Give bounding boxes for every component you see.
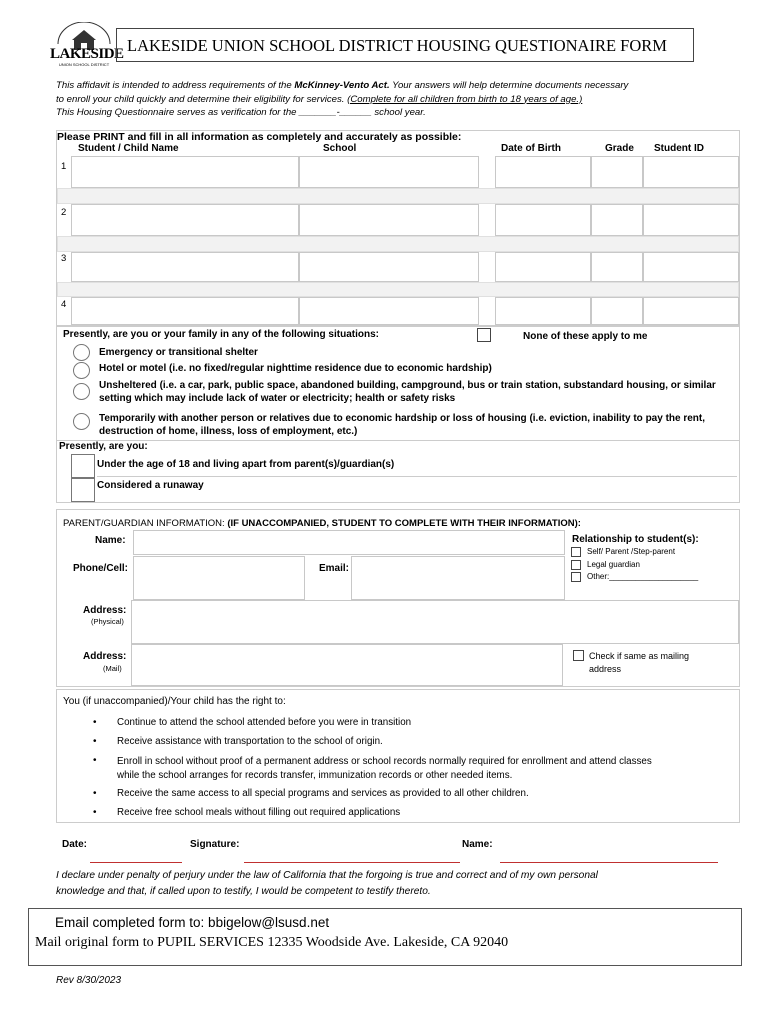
right-text: Receive free school meals without filling out required applications — [117, 807, 401, 818]
date-line[interactable] — [90, 862, 182, 863]
student-name-field-1[interactable] — [71, 156, 299, 188]
intro-line1-suffix: Your answers will help determine documents necessary — [389, 80, 629, 91]
physical-address-label: Address: — [83, 605, 127, 616]
col-school: School — [323, 143, 357, 154]
school-field-4[interactable] — [299, 297, 479, 325]
under-18-line — [97, 476, 737, 477]
student-name-field-4[interactable] — [71, 297, 299, 325]
situations-section — [56, 326, 740, 441]
col-student-id: Student ID — [654, 143, 704, 154]
district-logo — [50, 22, 124, 70]
col-student-name: Student / Child Name — [78, 143, 179, 154]
intro-age-note: (Complete for all children from birth to 18 years of age.) — [347, 93, 583, 105]
contact-mail-line: Mail original form to PUPIL SERVICES 12335 Woodside Ave. Lakeside, CA 92040 — [35, 935, 509, 950]
situation-text: Emergency or transitional shelter — [99, 347, 258, 358]
same-as-mailing-label — [589, 650, 689, 676]
situation-radio-1[interactable] — [73, 344, 90, 361]
same-as-mailing-text: address — [589, 664, 622, 674]
intro-act-name: McKinney-Vento Act. — [294, 80, 390, 91]
bullet-icon: • — [93, 717, 97, 728]
none-apply-checkbox[interactable] — [477, 328, 491, 342]
mailing-address-label: Address: — [83, 651, 127, 662]
right-text: Continue to attend the school attended before you were in transition — [117, 717, 412, 728]
intro-line1-prefix: This affidavit is intended to address requirements of the — [56, 80, 295, 91]
right-text: Receive the same access to all special programs and services as provided to all other children. — [117, 788, 529, 799]
signature-line[interactable] — [244, 862, 460, 863]
row-number: 4 — [61, 299, 67, 310]
right-text: Receive assistance with transportation to the school of origin. — [117, 736, 383, 747]
under-18-label: Under the age of 18 and living apart from parent(s)/guardian(s) — [97, 459, 395, 470]
right-item-1 — [117, 717, 411, 728]
logo-sub-text: UNION SCHOOL DISTRICT — [58, 62, 110, 67]
col-grade: Grade — [605, 143, 634, 154]
sign-name-label: Name: — [462, 839, 493, 850]
bullet-icon: • — [93, 807, 97, 818]
relationship-other-checkbox[interactable] — [571, 572, 581, 582]
guardian-name-label: Name: — [95, 535, 126, 546]
situation-option-4 — [99, 412, 705, 438]
same-as-mailing-text: Check if same as mailing — [589, 651, 690, 661]
contact-box — [28, 908, 742, 966]
bullet-icon: • — [93, 736, 97, 747]
situation-option-1 — [99, 347, 258, 358]
guardian-section — [56, 509, 740, 687]
form-title-box — [116, 28, 694, 62]
student-id-field-3[interactable] — [643, 252, 739, 282]
none-apply-label: None of these apply to me — [523, 331, 648, 342]
school-field-2[interactable] — [299, 204, 479, 236]
declaration — [56, 868, 598, 900]
student-id-field-4[interactable] — [643, 297, 739, 325]
right-text: while the school arranges for records transfer, immunization records or other needed items. — [117, 770, 513, 781]
phone-field[interactable] — [133, 556, 305, 600]
row-number: 2 — [61, 207, 67, 218]
declaration-text: knowledge and that, if called upon to testify, I would be competent to testify thereto. — [56, 886, 431, 897]
guardian-name-field[interactable] — [133, 530, 565, 555]
dob-field-4[interactable] — [495, 297, 591, 325]
intro-line2-prefix: to enroll your child quickly and determine their eligibility for services. — [56, 93, 348, 105]
runaway-label: Considered a runaway — [97, 480, 204, 491]
bullet-icon: • — [93, 788, 97, 799]
dob-field-2[interactable] — [495, 204, 591, 236]
contact-email-line: Email completed form to: bbigelow@lsusd.net — [55, 915, 330, 930]
bullet-icon: • — [93, 755, 97, 766]
relationship-other-label: Other:____________________ — [587, 572, 699, 581]
student-table — [56, 130, 740, 326]
form-title: LAKESIDE UNION SCHOOL DISTRICT HOUSING QUESTIONAIRE FORM — [127, 36, 667, 55]
student-id-field-1[interactable] — [643, 156, 739, 188]
student-name-field-3[interactable] — [71, 252, 299, 282]
row-divider — [57, 236, 739, 252]
runaway-checkbox[interactable] — [71, 478, 95, 502]
under-18-checkbox[interactable] — [71, 454, 95, 478]
grade-field-1[interactable] — [591, 156, 643, 188]
email-field[interactable] — [351, 556, 565, 600]
situation-text: destruction of home, illness, loss of employment, etc.) — [99, 426, 358, 437]
row-number: 1 — [61, 161, 67, 172]
situation-radio-3[interactable] — [73, 383, 90, 400]
date-label: Date: — [62, 839, 88, 850]
grade-field-3[interactable] — [591, 252, 643, 282]
student-id-field-2[interactable] — [643, 204, 739, 236]
physical-address-field[interactable] — [131, 600, 739, 644]
right-item-2 — [117, 736, 383, 747]
guardian-heading-note: (IF UNACCOMPANIED, STUDENT TO COMPLETE WITH THEIR INFORMATION): — [227, 518, 581, 529]
row-number: 3 — [61, 253, 67, 264]
rights-heading: You (if unaccompanied)/Your child has the right to: — [63, 696, 286, 707]
situation-text: Hotel or motel (i.e. no fixed/regular nighttime residence due to economic hardship) — [99, 363, 492, 374]
intro-school-year: This Housing Questionnaire serves as verification for the _______-______ school year. — [56, 107, 426, 118]
intro-text — [56, 79, 746, 120]
situation-radio-4[interactable] — [73, 413, 90, 430]
row-divider — [57, 188, 739, 204]
school-field-3[interactable] — [299, 252, 479, 282]
row-divider — [57, 282, 739, 297]
school-field-1[interactable] — [299, 156, 479, 188]
dob-field-1[interactable] — [495, 156, 591, 188]
revision-note: Rev 8/30/2023 — [56, 975, 122, 986]
mailing-address-field[interactable] — [131, 644, 563, 686]
name-line[interactable] — [500, 862, 718, 863]
right-item-5 — [117, 807, 400, 818]
presently-section — [56, 441, 740, 503]
situations-question: Presently, are you or your family in any of the following situations: — [63, 329, 379, 340]
grade-field-4[interactable] — [591, 297, 643, 325]
phone-label: Phone/Cell: — [73, 563, 129, 574]
right-item-3 — [117, 755, 652, 783]
situation-option-2 — [99, 363, 492, 374]
logo-main-text: LAKESIDE — [50, 46, 124, 62]
right-text: Enroll in school without proof of a permanent address or school records normally required for enrollment and attend classes — [117, 756, 652, 767]
situation-option-3 — [99, 379, 716, 405]
right-item-4 — [117, 788, 529, 799]
same-as-mailing-checkbox[interactable] — [573, 650, 584, 661]
rights-section — [56, 689, 740, 823]
relationship-guardian-label: Legal guardian — [587, 560, 640, 569]
mailing-address-note: (Mail) — [103, 664, 122, 673]
situation-text: setting which may include lack of water or electricity; health or safety risks — [99, 393, 456, 404]
guardian-heading — [63, 518, 581, 529]
physical-address-note: (Physical) — [91, 617, 124, 626]
relationship-self-checkbox[interactable] — [571, 547, 581, 557]
relationship-self-label: Self/ Parent /Step-parent — [587, 547, 676, 556]
situation-text: Unsheltered (i.e. a car, park, public space, abandoned building, campground, bus or train station, substandard housing, or similar — [99, 380, 716, 391]
print-instruction: Please PRINT and fill in all information as completely and accurately as possible: — [57, 131, 462, 143]
presently-question: Presently, are you: — [59, 441, 148, 452]
grade-field-2[interactable] — [591, 204, 643, 236]
dob-field-3[interactable] — [495, 252, 591, 282]
email-label: Email: — [319, 563, 350, 574]
student-name-field-2[interactable] — [71, 204, 299, 236]
declaration-text: I declare under penalty of perjury under the law of California that the forgoing is true and correct and of my own personal — [56, 870, 598, 881]
signature-label: Signature: — [190, 839, 240, 850]
relationship-guardian-checkbox[interactable] — [571, 560, 581, 570]
situation-radio-2[interactable] — [73, 362, 90, 379]
guardian-heading-prefix: PARENT/GUARDIAN INFORMATION: — [63, 518, 228, 529]
situation-text: Temporarily with another person or relatives due to economic hardship or loss of housing (i.e. eviction, inability to pay the rent, — [99, 413, 706, 424]
col-date-of-birth: Date of Birth — [501, 143, 561, 154]
relationship-label: Relationship to student(s): — [572, 534, 699, 545]
